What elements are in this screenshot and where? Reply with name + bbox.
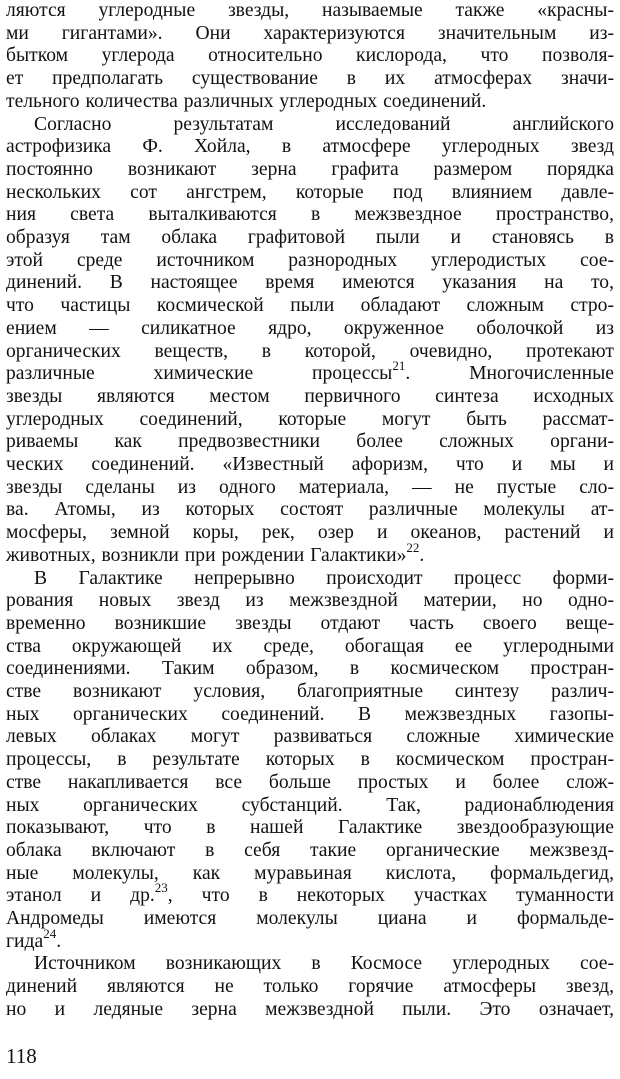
text-line: ния света выталкиваются в межзвездное пространство, (6, 204, 614, 226)
text-line: звезды сделаны из одного материала, — не пустые сло- (6, 476, 614, 498)
text-segment: . (419, 544, 425, 566)
text-segment: животных, возникли при рождении Галактики» (6, 544, 407, 566)
text-line: стве накапливается все больше простых и более слож- (6, 771, 614, 793)
text-line: ства окружающей их среде, обогащая ее углеродными (6, 635, 614, 657)
footnote-ref-24: 24 (43, 925, 57, 941)
text-line: ляются углеродные звезды, называемые также «красны- (6, 0, 614, 21)
page-number: 118 (6, 1044, 37, 1068)
text-line: показывают, что в нашей Галактике звездообразующие (6, 817, 614, 839)
footnote-ref-22: 22 (406, 539, 420, 555)
text-line: ные молекулы, как муравьиная кислота, формальдегид, (6, 862, 614, 884)
text-segment: . Многочисленные (405, 363, 614, 385)
text-line: рования новых звезд из межзвездной материи, но одно- (6, 590, 614, 612)
text-line: динений. В настоящее время имеются указания на то, (6, 272, 614, 294)
text-line: стве возникают условия, благоприятные синтезу различ- (6, 681, 614, 702)
text-line: звезды являются местом первичного синтеза исходных (6, 385, 614, 407)
text-line: тельного количества различных углеродных соединений. (6, 90, 487, 112)
text-line: органических веществ, в которой, очевидно, протекают (6, 340, 614, 362)
text-line: динений являются не только горячие атмосферы звезд, (6, 976, 614, 998)
text-line: образуя там облака графитовой пыли и становясь в (6, 227, 614, 248)
text-segment: различные химические процессы (6, 363, 393, 385)
text-line: соединениями. Таким образом, в космическом простран- (6, 658, 614, 680)
text-line (6, 539, 614, 568)
text-line: бытком углерода относительно кислорода, что позволя- (6, 45, 614, 67)
text-line: что частицы космической пыли обладают сложным стро- (6, 295, 614, 317)
text-segment: . (56, 930, 62, 952)
text-line: углеродных соединений, которые могут быть рассмат- (6, 408, 614, 430)
text-line: этой среде источником разнородных углеродистых сое- (6, 249, 614, 271)
text-line: но и ледяные зерна межзвездной пыли. Это означает, (6, 998, 614, 1020)
text-line: временно возникшие звезды отдают часть своего веще- (6, 612, 614, 634)
text-line (6, 880, 614, 908)
text-line: риваемы как предвозвестники более сложных органи- (6, 431, 614, 453)
text-segment: этанол и др. (6, 885, 155, 907)
text-line (6, 925, 614, 954)
text-line: астрофизика Ф. Хойла, в атмосфере углеродных звезд (6, 136, 614, 158)
text-line (6, 358, 614, 386)
paragraph-first-line: Источником возникающих в Космосе углеродных сое- (34, 953, 614, 975)
text-line: нескольких сот ангстрем, которые под влиянием давле- (6, 181, 614, 203)
paragraph-first-line: Согласно результатам исследований английского (34, 113, 614, 135)
text-line: облака включают в себя такие органические межзвезд- (6, 839, 614, 861)
text-line: мосферы, земной коры, рек, озер и океанов, растений и (6, 522, 614, 544)
text-line: Андромеды имеются молекулы циана и формальде- (6, 908, 614, 929)
text-line: левых облаках могут развиваться сложные химические (6, 726, 614, 748)
text-line: процессы, в результате которых в космическом простран- (6, 749, 614, 771)
text-segment: , что в некоторых участках туманности (167, 885, 614, 907)
text-line: ных органических субстанций. Так, радионаблюдения (6, 794, 614, 816)
footnote-ref-21: 21 (392, 358, 406, 374)
text-line: ением — силикатное ядро, окруженное оболочкой из (6, 317, 614, 339)
footnote-ref-23: 23 (154, 880, 168, 896)
text-line: ет предполагать существование в их атмосферах значи- (6, 68, 614, 90)
text-line: ческих соединений. «Известный афоризм, что и мы и (6, 454, 614, 475)
text-line: постоянно возникают зерна графита размером порядка (6, 158, 614, 180)
text-line: ва. Атомы, из которых состоят различные молекулы ат- (6, 499, 614, 521)
text-line: ных органических соединений. В межзвездных газопы- (6, 703, 614, 725)
text-line: ми гигантами». Они характеризуются значительным из- (6, 22, 614, 44)
text-segment: гида (6, 930, 44, 952)
paragraph-first-line: В Галактике непрерывно происходит процесс форми- (34, 567, 614, 589)
book-page (6, 0, 614, 1079)
